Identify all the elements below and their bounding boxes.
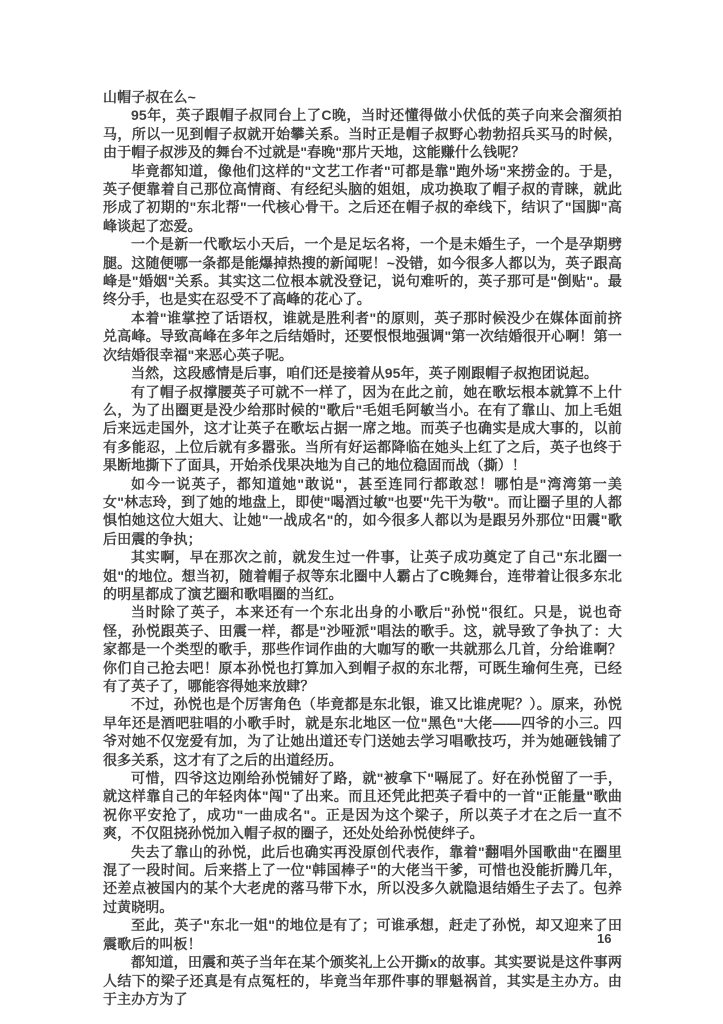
article-body: [103, 88, 622, 1008]
paragraph: 如今一说英子，都知道她"敢说"，甚至连同行都敢怼！哪怕是"湾湾第一美女"林志玲，到了她的地盘上，即使"喝酒过敏"也要"先干为敬"。而让圈子里的人都惧怕她这位大姐大、让她"一战成名"的，如今很多人都以为是跟另外那位"田震"歌后田震的争执；: [103, 475, 622, 547]
paragraph: 一个是新一代歌坛小天后，一个是足坛名将，一个是未婚生子，一个是孕期劈腿。这随便哪一条都是能爆掉热搜的新闻呢！~没错，如今很多人都以为，英子跟高峰是"婚姻"关系。其实这二位根本就没登记，说句难听的，英子那可是"倒贴"。最终分手，也是实在忍受不了高峰的花心了。: [103, 236, 622, 308]
paragraph: 不过，孙悦也是个厉害角色（毕竟都是东北银，谁又比谁虎呢？）。原来，孙悦早年还是酒吧驻唱的小歌手时，就是东北地区一位"黑色"大佬——四爷的小三。四爷对她不仅宠爱有加，为了让她出道还专门送她去学习唱歌技巧，并为她砸钱铺了很多关系，这才有了之后的出道经历。: [103, 696, 622, 768]
paragraph: 山帽子叔在么~: [103, 89, 196, 105]
paragraph: 有了帽子叔撑腰英子可就不一样了，因为在此之前，她在歌坛根本就算不上什么，为了出圈更是没少给那时候的"歌后"毛姐毛阿敏当小。在有了靠山、加上毛姐后来远走国外，这才让英子在歌坛占据一席之地。而英子也确实是成大事的，以前有多能忍，上位后就有多嚣张。当所有好运都降临在她头上红了之后，英子也终于果断地撕下了面具，开始杀伐果决地为自己的地位稳固而战（撕）！: [103, 383, 622, 474]
page-number: 16: [597, 931, 612, 946]
paragraph: 毕竟都知道，像他们这样的"文艺工作者"可都是靠"跑外场"来捞金的。于是，英子便靠着自己那位高情商、有经纪头脑的姐姐，成功换取了帽子叔的青睐，就此形成了初期的"东北帮"一代核心骨干。之后还在帽子叔的牵线下，结识了"国脚"高峰谈起了恋爱。: [103, 162, 622, 234]
paragraph: 本着"谁掌控了话语权，谁就是胜利者"的原则，英子那时候没少在媒体面前挤兑高峰。导致高峰在多年之后结婚时，还要恨恨地强调"第一次结婚很开心啊！第一次结婚很幸福"来恶心英子呢。: [103, 309, 622, 363]
paragraph: 至此，英子"东北一姐"的地位是有了；可谁承想，赶走了孙悦，却又迎来了田震歌后的叫板！: [103, 917, 622, 952]
paragraph: 都知道，田震和英子当年在某个颁奖礼上公开撕x的故事。其实要说是这件事两人结下的梁子还真是有点冤枉的，毕竟当年那件事的罪魁祸首，其实是主办方。由于主办方为了: [103, 954, 622, 1007]
paragraph: 当然，这段感情是后事，咱们还是接着从95年，英子刚跟帽子叔抱团说起。: [131, 365, 598, 382]
paragraph: 当时除了英子，本来还有一个东北出身的小歌后"孙悦"很红。只是，说也奇怪，孙悦跟英子、田震一样，都是"沙哑派"唱法的歌手。这，就导致了争执了：大家都是一个类型的歌手，那些作词作曲的大咖写的歌一共就那么几首，分给谁啊？你们自己抢去吧！原本孙悦也打算加入到帽子叔的东北帮，可既生瑜何生亮，已经有了英子了，哪能容得她来放肆？: [103, 604, 622, 694]
paragraph: 95年，英子跟帽子叔同台上了C晚，当时还懂得做小伏低的英子向来会溜须拍马，所以一见到帽子叔就开始攀关系。当时正是帽子叔野心勃勃招兵买马的时候，由于帽子叔涉及的舞台不过就是"春晚"那片天地，这能赚什么钱呢？: [103, 107, 622, 161]
paragraph: 失去了靠山的孙悦，此后也确实再没原创代表作，靠着"翻唱外国歌曲"在圈里混了一段时间。后来搭上了一位"韩国棒子"的大佬当干爹，可惜也没能折腾几年，还差点被国内的某个大老虎的落马带下水，所以没多久就隐退结婚生子去了。包养过黄晓明。: [103, 843, 622, 915]
paragraph: 其实啊，早在那次之前，就发生过一件事，让英子成功奠定了自己"东北圈一姐"的地位。想当初，随着帽子叔等东北圈中人霸占了C晚舞台，连带着让很多东北的明星都成了演艺圈和歌唱圈的当红。: [103, 549, 622, 602]
paragraph: 可惜，四爷这边刚给孙悦铺好了路，就"被拿下"嗝屁了。好在孙悦留了一手，就这样靠自己的年轻肉体"闯"了出来。而且还凭此把英子看中的一首"正能量"歌曲祝你平安抢了，成功"一曲成名"。正是因为这个梁子，所以英子才在之后一直不爽，不仅阻挠孙悦加入帽子叔的圈子，还处处给孙悦使绊子。: [103, 770, 622, 842]
